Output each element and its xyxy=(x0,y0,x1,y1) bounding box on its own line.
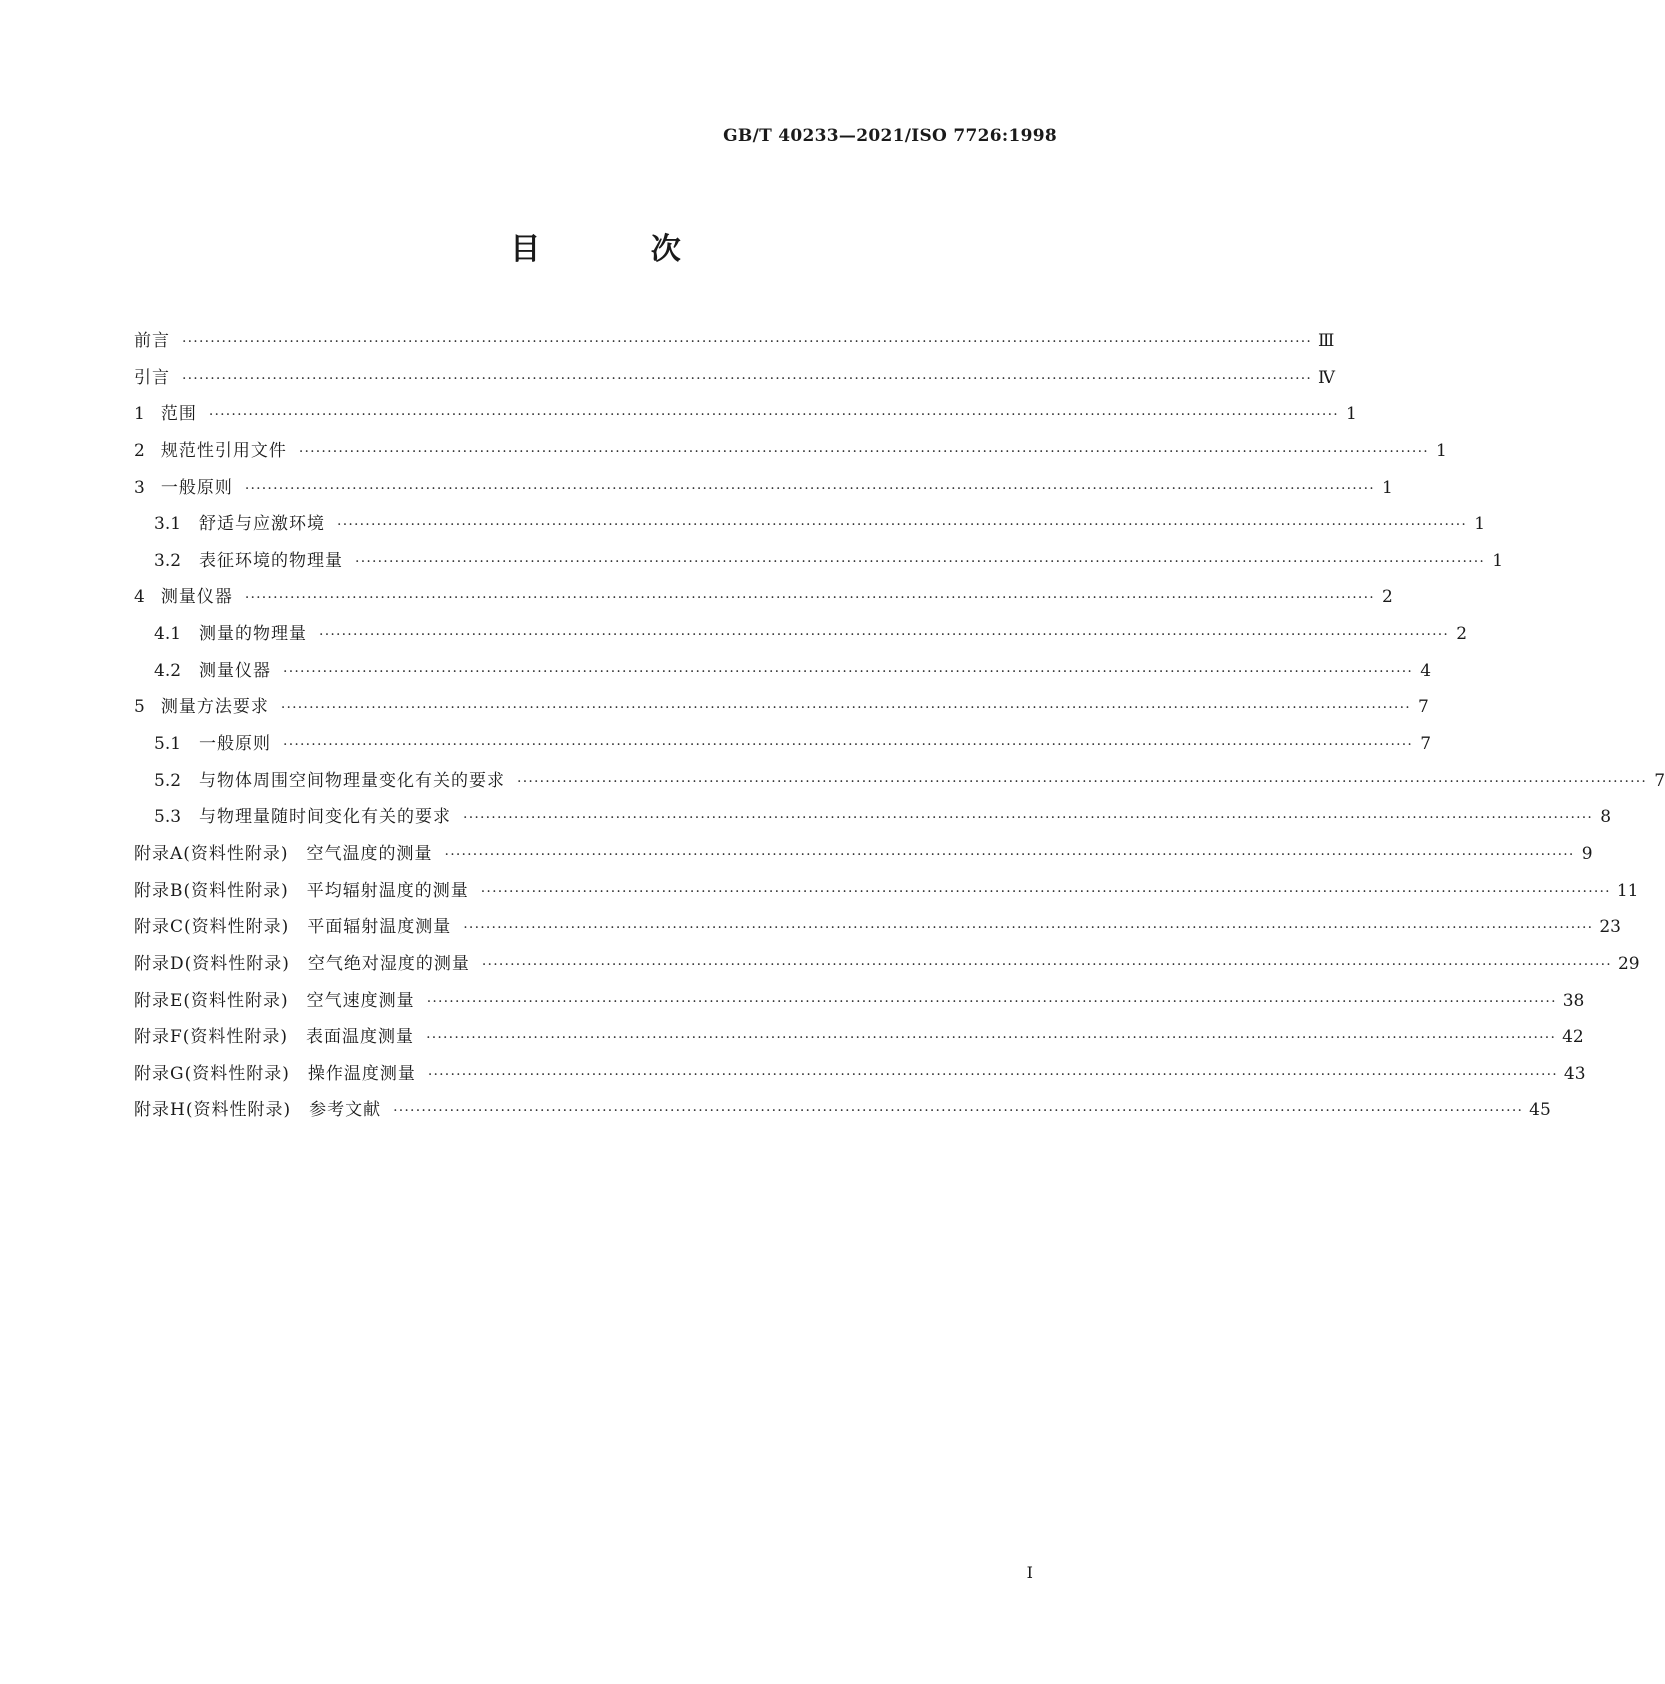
dot-leader: ········································································································································································································ xyxy=(480,883,1611,900)
toc-entry[interactable] xyxy=(134,436,1447,473)
dot-leader: ········································································································································································································ xyxy=(481,956,1612,973)
dot-leader: ········································································································································································································ xyxy=(182,334,1313,350)
toc-entry[interactable] xyxy=(134,692,1429,729)
toc-entry-page: 8 xyxy=(1600,807,1612,828)
toc-entry-label: 附录F(资料性附录) 表面温度测量 xyxy=(134,1027,415,1048)
dot-leader: ········································································································································································································ xyxy=(463,810,1594,827)
toc-entry-number: 5.2 xyxy=(154,770,182,791)
dot-leader: ········································································································································································································ xyxy=(444,846,1575,863)
standard-code: GB/T 40233—2021/ISO 7726:1998 xyxy=(723,126,1057,146)
dot-leader: ········································································································································································································ xyxy=(426,1030,1557,1047)
toc-entry-label: 附录E(资料性附录) 空气速度测量 xyxy=(134,990,415,1011)
toc-entry-page: 1 xyxy=(1492,550,1504,571)
toc-entry-page: 23 xyxy=(1599,917,1621,938)
toc-entry[interactable] xyxy=(134,509,1486,546)
toc-entry-page: 1 xyxy=(1474,514,1486,535)
toc-entry-page: 43 xyxy=(1563,1063,1586,1084)
toc-entry-page: 38 xyxy=(1562,990,1585,1011)
toc-entry-page: Ⅳ xyxy=(1318,367,1336,388)
toc-entry-label: 与物体周围空间物理量变化有关的要求 xyxy=(199,770,506,791)
dot-leader: ········································································································································································································ xyxy=(208,407,1339,424)
toc-entry[interactable] xyxy=(134,766,1665,803)
toc-entry-label: 前言 xyxy=(134,331,170,351)
toc-entry-label: 附录H(资料性附录) 参考文献 xyxy=(134,1100,382,1121)
toc-entry-page: 1 xyxy=(1346,404,1357,425)
toc-entry-label: 一般原则 xyxy=(199,734,272,755)
toc-entry-page: 7 xyxy=(1654,770,1665,791)
dot-leader: ········································································································································································································ xyxy=(463,920,1594,937)
toc-entry-number: 4.1 xyxy=(154,624,182,645)
toc-entry-label: 附录G(资料性附录) 操作温度测量 xyxy=(134,1063,416,1084)
toc-entry-number: 4.2 xyxy=(154,660,182,681)
toc-entry[interactable] xyxy=(134,656,1432,693)
dot-leader: ········································································································································································································ xyxy=(337,517,1468,534)
toc-entry-label: 表征环境的物理量 xyxy=(199,550,344,571)
toc-entry[interactable] xyxy=(134,1059,1586,1096)
toc-entry[interactable] xyxy=(134,399,1357,436)
table-of-contents xyxy=(134,326,1665,1132)
dot-leader: ········································································································································································································ xyxy=(517,773,1648,790)
dot-leader: ········································································································································································································ xyxy=(355,553,1486,570)
toc-entry-label: 附录D(资料性附录) 空气绝对湿度的测量 xyxy=(134,953,470,974)
dot-leader: ········································································································································································································ xyxy=(244,590,1375,607)
toc-entry-number: 3 xyxy=(134,477,145,498)
toc-entry-page: 1 xyxy=(1382,477,1393,498)
toc-entry-label: 测量仪器 xyxy=(199,660,272,681)
toc-entry-label: 附录C(资料性附录) 平面辐射温度测量 xyxy=(134,917,452,938)
toc-entry-page: 2 xyxy=(1382,587,1393,608)
toc-entry[interactable] xyxy=(134,986,1585,1023)
toc-entry-page: 7 xyxy=(1420,734,1432,755)
toc-entry-label: 测量方法要求 xyxy=(160,697,269,718)
toc-entry-number: 2 xyxy=(134,440,145,461)
page-number: I xyxy=(1026,1563,1033,1582)
toc-entry-number: 3.2 xyxy=(154,550,182,571)
toc-entry-number: 1 xyxy=(134,404,145,425)
toc-entry-page: 9 xyxy=(1581,843,1593,864)
toc-entry-label: 测量的物理量 xyxy=(199,624,308,645)
dot-leader: ········································································································································································································ xyxy=(393,1103,1524,1120)
toc-entry-page: Ⅲ xyxy=(1318,331,1335,351)
toc-entry[interactable] xyxy=(134,473,1393,510)
toc-entry-page: 2 xyxy=(1456,624,1468,645)
toc-entry-number: 3.1 xyxy=(154,514,182,535)
toc-entry-label: 一般原则 xyxy=(160,477,233,498)
toc-entry-label: 附录A(资料性附录) 空气温度的测量 xyxy=(134,843,433,864)
toc-entry-page: 11 xyxy=(1616,880,1639,901)
toc-entry-label: 附录B(资料性附录) 平均辐射温度的测量 xyxy=(134,880,469,901)
dot-leader: ········································································································································································································ xyxy=(182,370,1313,387)
toc-entry[interactable] xyxy=(134,876,1639,913)
toc-entry[interactable] xyxy=(134,363,1336,400)
dot-leader: ········································································································································································································ xyxy=(427,1066,1558,1083)
toc-entry-label: 测量仪器 xyxy=(160,587,233,608)
toc-entry-number: 5 xyxy=(134,697,145,718)
toc-entry[interactable] xyxy=(134,839,1593,876)
toc-entry-label: 引言 xyxy=(134,367,170,388)
toc-entry[interactable] xyxy=(134,326,1335,363)
toc-entry-label: 范围 xyxy=(160,404,197,425)
toc-entry[interactable] xyxy=(134,912,1621,949)
toc-entry[interactable] xyxy=(134,619,1468,656)
dot-leader: ········································································································································································································ xyxy=(244,480,1375,497)
page-title: 目 次 xyxy=(510,232,731,267)
toc-entry-page: 4 xyxy=(1420,660,1432,681)
toc-entry[interactable] xyxy=(134,1095,1551,1132)
dot-leader: ········································································································································································································ xyxy=(426,993,1557,1010)
toc-entry-label: 与物理量随时间变化有关的要求 xyxy=(199,807,452,828)
toc-entry-number: 4 xyxy=(134,587,145,608)
toc-entry[interactable] xyxy=(134,729,1432,766)
toc-entry[interactable] xyxy=(134,582,1393,619)
dot-leader: ········································································································································································································ xyxy=(283,663,1414,680)
toc-entry-page: 45 xyxy=(1529,1100,1551,1121)
toc-entry-page: 1 xyxy=(1436,440,1447,461)
toc-entry-page: 29 xyxy=(1617,953,1640,974)
dot-leader: ········································································································································································································ xyxy=(319,627,1450,644)
toc-entry-label: 舒适与应激环境 xyxy=(199,514,326,535)
dot-leader: ········································································································································································································ xyxy=(283,737,1414,754)
toc-entry[interactable] xyxy=(134,949,1640,986)
toc-entry-number: 5.1 xyxy=(154,734,182,755)
toc-entry[interactable] xyxy=(134,546,1504,583)
toc-entry[interactable] xyxy=(134,802,1612,839)
toc-entry[interactable] xyxy=(134,1022,1584,1059)
toc-entry-label: 规范性引用文件 xyxy=(160,440,287,461)
toc-entry-page: 42 xyxy=(1562,1027,1584,1048)
dot-leader: ········································································································································································································ xyxy=(298,443,1429,460)
toc-entry-page: 7 xyxy=(1418,697,1429,718)
toc-entry-number: 5.3 xyxy=(154,807,182,828)
dot-leader: ········································································································································································································ xyxy=(280,700,1411,717)
